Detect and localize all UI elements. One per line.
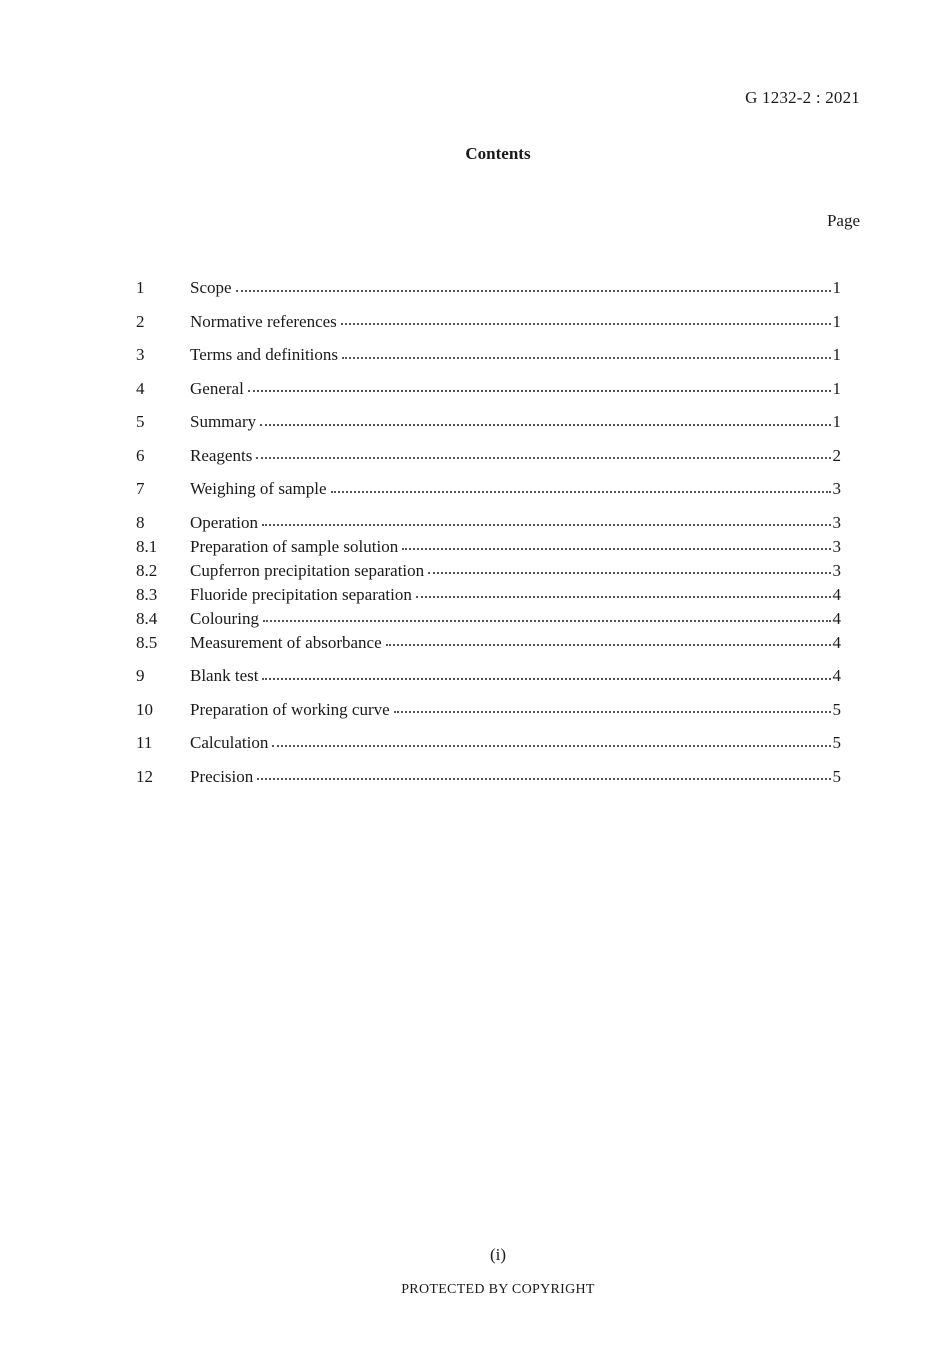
dot-leader (256, 456, 830, 459)
toc-entry-title: Cupferron precipitation separation (190, 560, 425, 580)
toc-entry-title: Preparation of sample solution (190, 536, 399, 556)
toc-entry-title: Fluoride precipitation separation (190, 584, 412, 604)
toc-entry[interactable] (136, 377, 841, 401)
toc-entry-number: 9 (136, 666, 145, 685)
toc-entry[interactable] (136, 765, 841, 789)
toc-entry-title: Operation (190, 512, 258, 532)
dot-leader (428, 571, 830, 574)
toc-entry-page: 2 (832, 445, 841, 465)
toc-entry[interactable] (136, 343, 841, 367)
dot-leader (416, 595, 831, 598)
toc-entry-number: 8.5 (136, 632, 158, 652)
toc-entry-number: 8 (136, 512, 145, 532)
toc-entry-page: 1 (832, 311, 841, 331)
toc-entry[interactable] (136, 477, 841, 501)
toc-entry-title: Reagents (190, 445, 253, 465)
toc-entry-title: Preparation of working curve (190, 699, 390, 719)
dot-leader (262, 523, 831, 526)
toc-entry-number: 3 (136, 345, 145, 364)
toc-entry-page: 5 (832, 699, 841, 719)
dot-leader (262, 677, 830, 680)
page-title: Contents (465, 144, 531, 163)
toc-entry-page: 4 (832, 608, 841, 628)
toc-entry-title: Blank test (190, 666, 259, 685)
toc-entry[interactable] (136, 511, 841, 535)
footer-page-number: (i) (489, 1245, 507, 1264)
dot-leader (394, 710, 831, 713)
toc-entry-page: 3 (832, 512, 841, 532)
toc-entry[interactable] (136, 410, 841, 434)
toc-entry-page: 3 (832, 560, 841, 580)
toc-entry-title: Normative references (190, 311, 337, 331)
toc-subentry[interactable] (136, 607, 841, 631)
toc-entry-number: 12 (136, 766, 153, 786)
toc-entry-number: 8.2 (136, 560, 158, 580)
document-number: G 1232-2 : 2021 (745, 88, 860, 107)
toc-entry-page: 4 (832, 584, 841, 604)
toc-entry-number: 11 (136, 733, 153, 752)
toc-entry[interactable] (136, 444, 841, 468)
dot-leader (263, 619, 831, 622)
toc-entry-page: 5 (832, 733, 841, 752)
toc-entry-page: 1 (832, 378, 841, 398)
dot-leader (342, 356, 830, 359)
toc-entry-title: Summary (190, 412, 257, 431)
dot-leader (402, 547, 830, 550)
toc-entry-number: 4 (136, 378, 145, 398)
toc-entry-page: 4 (832, 666, 841, 685)
toc-entry-number: 7 (136, 479, 145, 498)
toc-entry-title: Scope (190, 278, 232, 297)
dot-leader (236, 289, 831, 292)
toc-entry-title: Calculation (190, 733, 269, 752)
toc-entry-title: Colouring (190, 608, 259, 628)
toc-subentry[interactable] (136, 631, 841, 655)
toc-entry-page: 1 (832, 412, 841, 431)
toc-entry-page: 3 (832, 479, 841, 498)
toc-entry[interactable] (136, 664, 841, 688)
toc-entry[interactable] (136, 310, 841, 334)
toc-entry-page: 3 (832, 536, 841, 556)
dot-leader (331, 490, 831, 493)
toc-entry-number: 5 (136, 412, 145, 431)
dot-leader (386, 643, 831, 646)
copyright-notice: PROTECTED BY COPYRIGHT (401, 1282, 595, 1297)
toc-entry-page: 4 (832, 632, 841, 652)
toc-entry-number: 8.3 (136, 584, 158, 604)
toc-entry[interactable] (136, 731, 841, 755)
toc-entry-title: Terms and definitions (190, 345, 339, 364)
dot-leader (248, 389, 831, 392)
dot-leader (272, 744, 830, 747)
toc-entry-number: 1 (136, 278, 145, 297)
toc-entry[interactable] (136, 276, 841, 300)
toc-entry-page: 1 (832, 278, 841, 297)
dot-leader (257, 777, 830, 780)
toc-entry-page: 1 (832, 345, 841, 364)
toc-entry-title: Measurement of absorbance (190, 632, 382, 652)
table-of-contents (136, 276, 841, 789)
toc-entry-page: 5 (832, 766, 841, 786)
toc-entry-title: Precision (190, 766, 254, 786)
toc-entry-number: 8.4 (136, 608, 158, 628)
page-column-label: Page (826, 211, 860, 230)
dot-leader (260, 423, 830, 426)
toc-subentry[interactable] (136, 559, 841, 583)
dot-leader (341, 322, 831, 325)
toc-entry-number: 10 (136, 699, 153, 719)
toc-entry-number: 8.1 (136, 536, 158, 556)
toc-entry[interactable] (136, 698, 841, 722)
toc-entry-number: 2 (136, 311, 145, 331)
toc-entry-title: General (190, 378, 244, 398)
toc-entry-title: Weighing of sample (190, 479, 327, 498)
toc-subentry[interactable] (136, 583, 841, 607)
toc-subentry[interactable] (136, 535, 841, 559)
toc-entry-number: 6 (136, 445, 145, 465)
